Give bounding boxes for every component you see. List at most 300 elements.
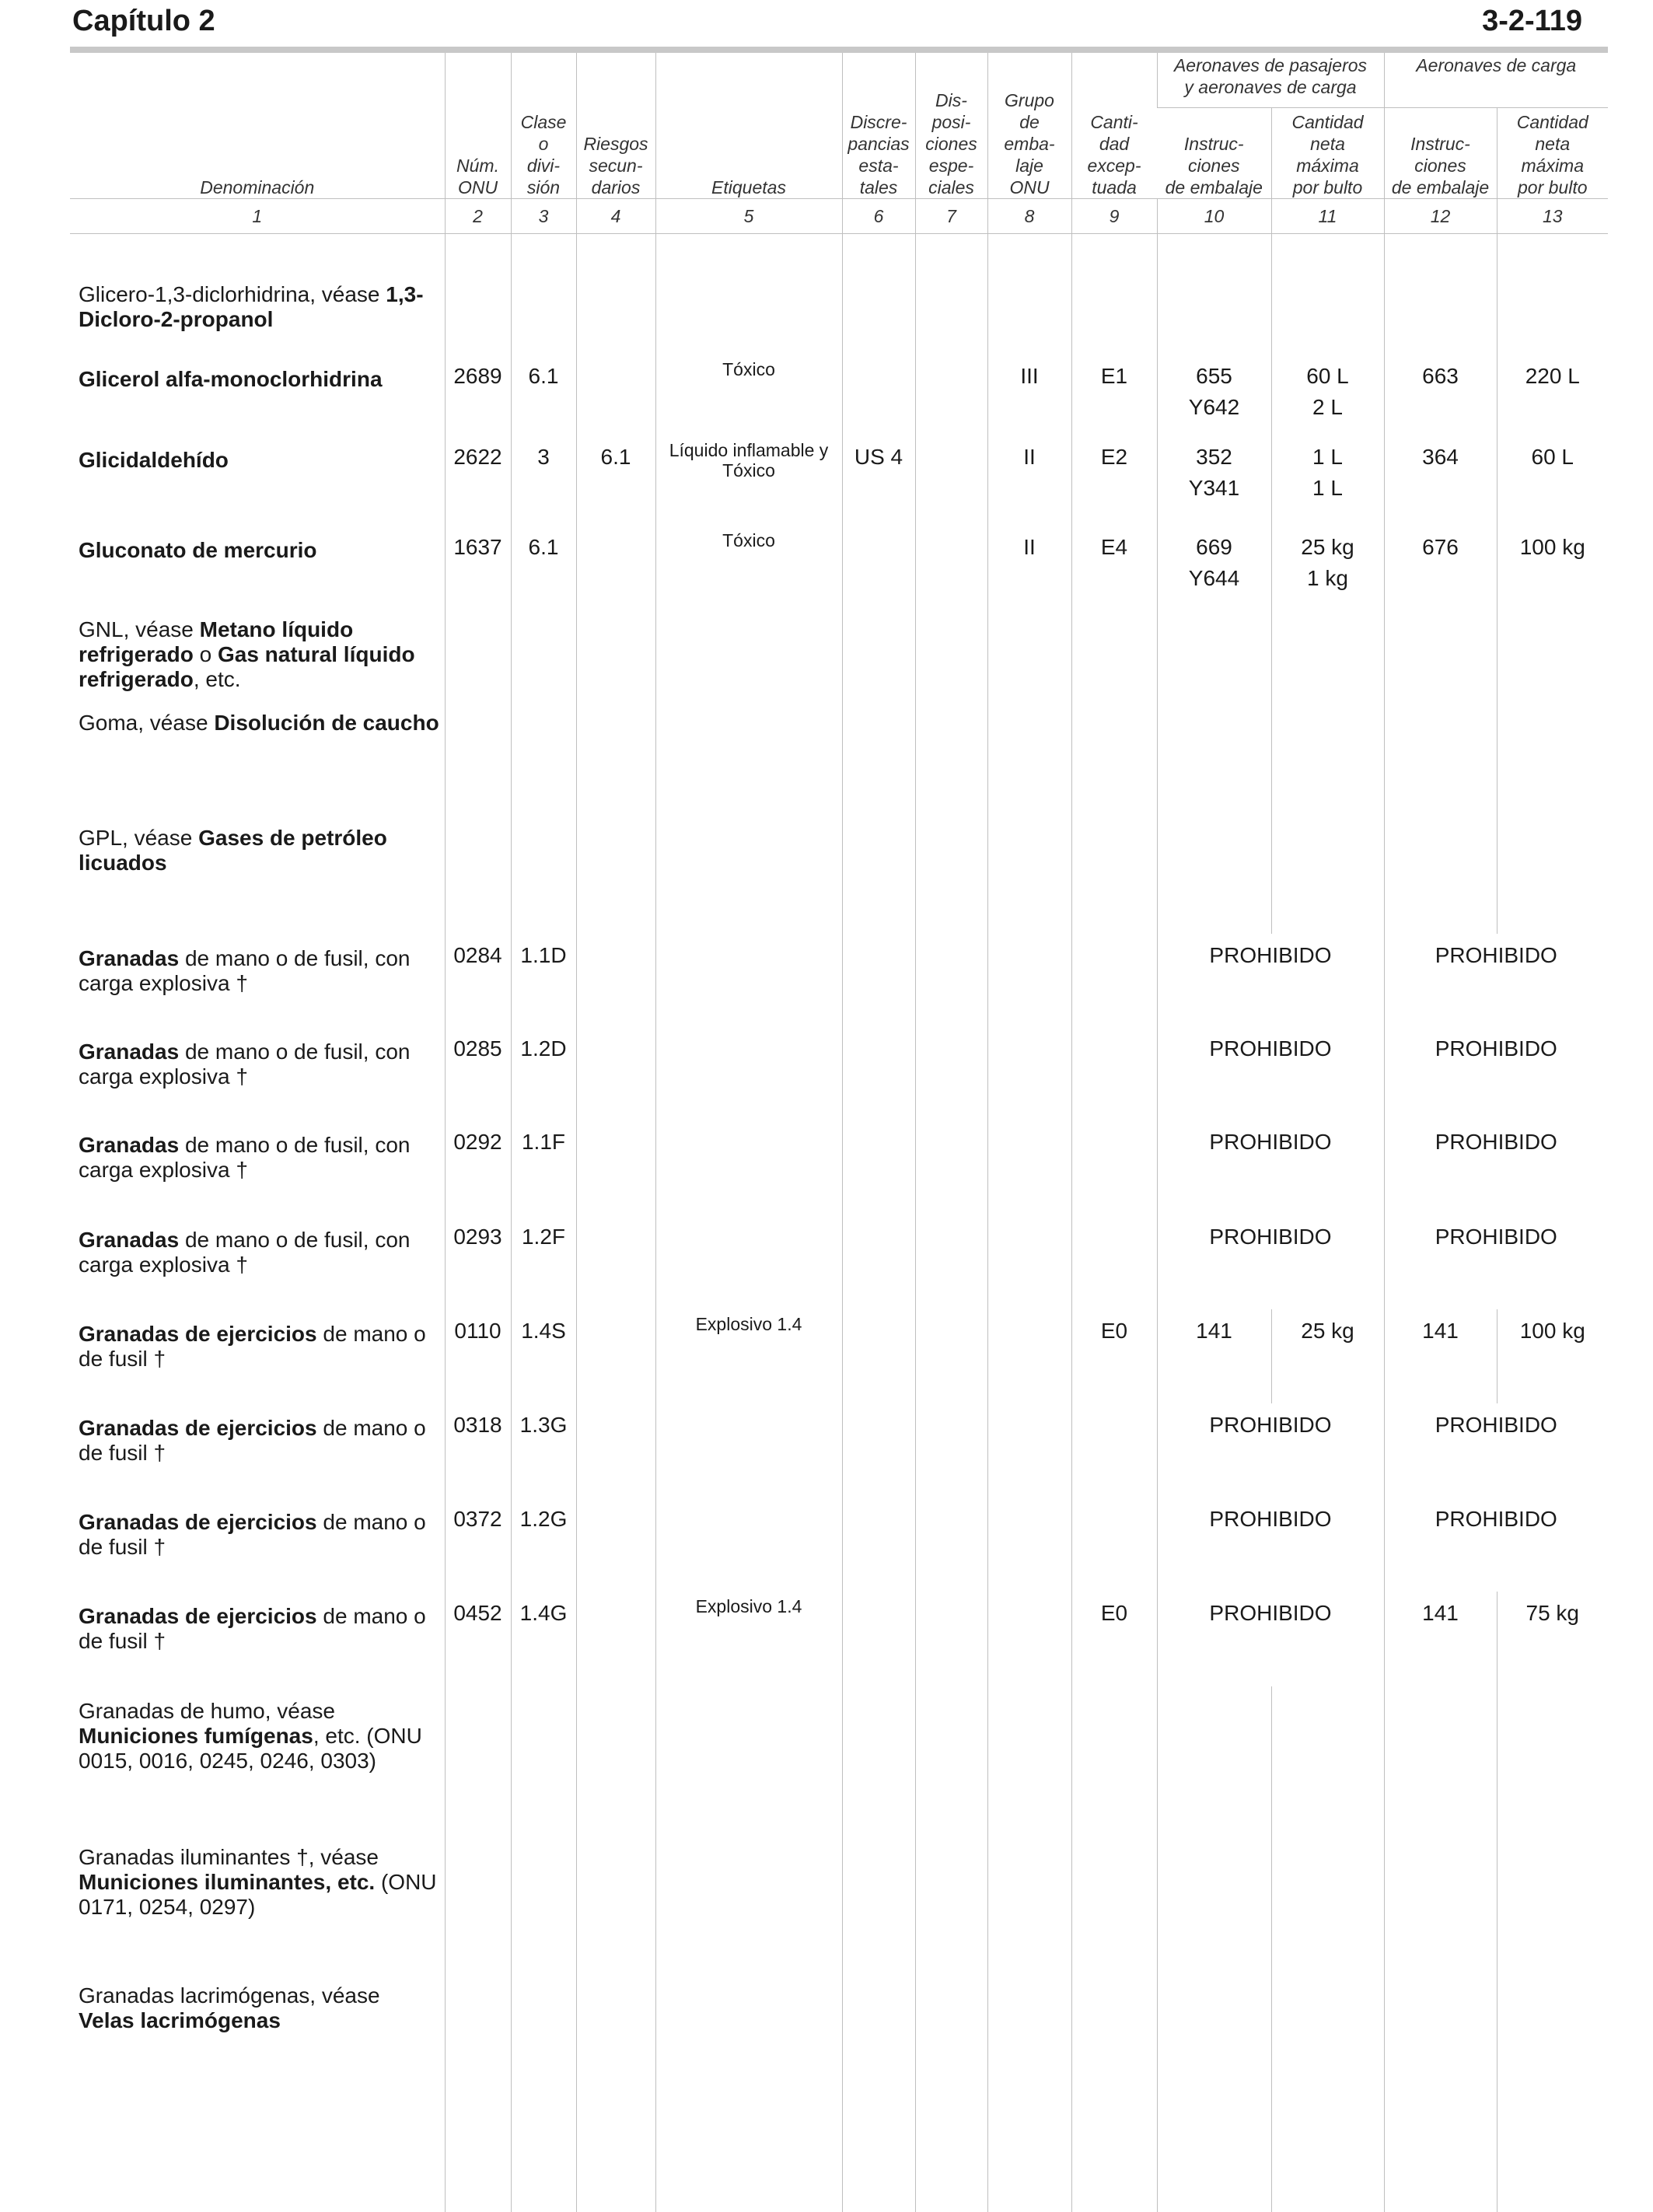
- pi-pax-value: Y341: [1188, 475, 1240, 500]
- table-row: [70, 934, 1608, 1027]
- prohibited-pax-text: PROHIBIDO: [1209, 1129, 1332, 1154]
- prohibited-pax: [1157, 1027, 1384, 1120]
- hazard-label: [655, 605, 842, 698]
- hazard-label: Tóxico: [655, 355, 842, 435]
- entry-name-bold: Municiones fumígenas: [79, 1723, 313, 1748]
- page-header: [72, 0, 1582, 45]
- prohibited-cao-text: PROHIBIDO: [1435, 942, 1557, 967]
- subsidiary-risk: [576, 813, 655, 934]
- column-number: 13: [1497, 199, 1608, 234]
- state-variation: [842, 1403, 915, 1497]
- header-line: divi-: [526, 156, 561, 176]
- entry-name-bold: Granadas: [79, 1227, 180, 1252]
- packing-group: [987, 1971, 1071, 2212]
- hazard-label: [655, 1215, 842, 1309]
- subsidiary-risk: [576, 934, 655, 1027]
- prohibited-pax: [1157, 1592, 1384, 1686]
- entry-name-text: , etc. (ONU 0015, 0016, 0245, 0246, 0303): [79, 1723, 422, 1773]
- state-variation: [842, 1120, 915, 1215]
- excepted-quantity: [1071, 698, 1157, 813]
- packing-instruction-pax: [1157, 605, 1271, 698]
- header-line: Clase: [520, 112, 567, 132]
- max-net-qty-pax: [1271, 234, 1384, 355]
- column-number: 1: [70, 199, 445, 234]
- entry-name: [70, 1833, 445, 1971]
- entry-name: [70, 1403, 445, 1497]
- entry-name-text: o: [193, 641, 218, 666]
- prohibited-pax-text: PROHIBIDO: [1209, 942, 1332, 967]
- state-variation: [842, 526, 915, 605]
- header-line: Aeronaves de pasajeros: [1173, 55, 1368, 75]
- prohibited-cao-text: PROHIBIDO: [1435, 1224, 1557, 1249]
- subsidiary-risk: [576, 1833, 655, 1971]
- table-row: [70, 1592, 1608, 1686]
- max-net-qty-pax: [1271, 698, 1384, 813]
- hazard-label: [655, 1971, 842, 2212]
- header-line: laje: [1015, 156, 1043, 176]
- col-header-num-onu: [445, 53, 511, 199]
- entry-name-bold: 1,3-Dicloro-2-propanol: [79, 282, 424, 331]
- hazard-label: [655, 1833, 842, 1971]
- state-variation: [842, 355, 915, 435]
- max-net-qty-cao: [1497, 1686, 1608, 1833]
- un-number: [445, 1686, 511, 1833]
- subsidiary-risk: [576, 605, 655, 698]
- entry-name-text: de mano o de fusil, con carga explosiva †: [79, 1132, 411, 1182]
- packing-instruction-pax: [1157, 813, 1271, 934]
- packing-instruction-cao: [1384, 698, 1497, 813]
- state-variation: [842, 813, 915, 934]
- excepted-quantity: E0: [1071, 1309, 1157, 1403]
- table-row: [70, 1971, 1608, 2212]
- state-variation: [842, 1686, 915, 1833]
- max-net-qty-cao: [1497, 1971, 1608, 2212]
- entry-name-bold: Granadas: [79, 1039, 180, 1064]
- entry-name-bold: Municiones iluminantes, etc.: [79, 1869, 376, 1894]
- max-net-qty-pax: [1271, 435, 1384, 526]
- hazard-label: Líquido inflamable y Tóxico: [655, 435, 842, 526]
- un-number: 0293: [445, 1215, 511, 1309]
- header-line: máxima: [1296, 156, 1359, 176]
- col-header-instrucciones-cao: [1384, 108, 1497, 199]
- entry-name-bold: Glicidaldehído: [79, 447, 229, 472]
- state-variation: [842, 1309, 915, 1403]
- header-line: emba-: [1004, 134, 1055, 154]
- table-row: [70, 355, 1608, 435]
- prohibited-pax: [1157, 1215, 1384, 1309]
- entry-name: [70, 526, 445, 605]
- subsidiary-risk: [576, 1120, 655, 1215]
- subsidiary-risk: [576, 234, 655, 355]
- packing-instruction-pax: [1157, 1971, 1271, 2212]
- header-line: Canti-: [1090, 112, 1138, 132]
- qty-pax-value: 60 L: [1306, 363, 1349, 388]
- hazard-label: [655, 1497, 842, 1592]
- header-line: Instruc-: [1183, 134, 1244, 154]
- un-number: 0284: [445, 934, 511, 1027]
- entry-name-text: Glicero-1,3-diclorhidrina, véase: [79, 282, 386, 306]
- table-row: [70, 1027, 1608, 1120]
- state-variation: US 4: [842, 435, 915, 526]
- class-division: [511, 698, 576, 813]
- state-variation: [842, 698, 915, 813]
- entry-name: [70, 1686, 445, 1833]
- packing-instruction-cao: [1384, 234, 1497, 355]
- subsidiary-risk: [576, 526, 655, 605]
- col-group-pasajeros: [1157, 53, 1384, 108]
- prohibited-pax: [1157, 1120, 1384, 1215]
- excepted-quantity: E0: [1071, 1592, 1157, 1686]
- prohibited-pax-text: PROHIBIDO: [1209, 1412, 1332, 1437]
- packing-instruction-pax: [1157, 1686, 1271, 1833]
- entry-name-text: (ONU 0171, 0254, 0297): [79, 1869, 437, 1919]
- un-number: [445, 605, 511, 698]
- class-division: [511, 605, 576, 698]
- special-provision: [915, 813, 987, 934]
- max-net-qty-cao: [1497, 813, 1608, 934]
- table-row: [70, 1497, 1608, 1592]
- hazard-label: [655, 234, 842, 355]
- hazard-label: [655, 934, 842, 1027]
- table-row: [70, 526, 1608, 605]
- packing-instruction-cao: 663: [1384, 355, 1497, 435]
- max-net-qty-pax: [1271, 813, 1384, 934]
- entry-name-bold: Metano líquido refrigerado: [79, 617, 354, 666]
- subsidiary-risk: [576, 1592, 655, 1686]
- qty-pax-value: 1 L: [1312, 475, 1343, 500]
- entry-name-bold: Glicerol alfa-monoclorhidrina: [79, 366, 383, 391]
- header-line: excep-: [1087, 156, 1141, 176]
- special-provision: [915, 934, 987, 1027]
- packing-instruction-cao: [1384, 1686, 1497, 1833]
- special-provision: [915, 526, 987, 605]
- entry-name: [70, 234, 445, 355]
- entry-name-text: de mano o de fusil †: [79, 1415, 426, 1465]
- packing-instruction-pax: [1157, 355, 1271, 435]
- pi-pax-value: Y644: [1188, 565, 1240, 590]
- packing-group: [987, 1027, 1071, 1120]
- header-line: Dis-: [935, 90, 967, 110]
- column-number: 5: [655, 199, 842, 234]
- excepted-quantity: [1071, 1971, 1157, 2212]
- table-row: [70, 698, 1608, 813]
- prohibited-cao-text: PROHIBIDO: [1435, 1412, 1557, 1437]
- packing-instruction-pax: [1157, 435, 1271, 526]
- special-provision: [915, 1971, 987, 2212]
- special-provision: [915, 1592, 987, 1686]
- header-line: por bulto: [1292, 177, 1363, 197]
- class-division: [511, 813, 576, 934]
- packing-instruction-cao: 676: [1384, 526, 1497, 605]
- excepted-quantity: [1071, 813, 1157, 934]
- excepted-quantity: [1071, 1403, 1157, 1497]
- packing-group: II: [987, 526, 1071, 605]
- max-net-qty-pax: [1271, 1309, 1384, 1403]
- class-division: [511, 1833, 576, 1971]
- header-line: por bulto: [1518, 177, 1588, 197]
- special-provision: [915, 355, 987, 435]
- page-number: 3-2-119: [1482, 5, 1582, 37]
- header-line: esta-: [858, 156, 899, 176]
- excepted-quantity: [1071, 1120, 1157, 1215]
- max-net-qty-pax: [1271, 1686, 1384, 1833]
- qty-pax-value: 25 kg: [1301, 534, 1354, 559]
- packing-instruction-pax: [1157, 1309, 1271, 1403]
- un-number: 0110: [445, 1309, 511, 1403]
- entry-name-bold: Disolución de caucho: [214, 710, 439, 735]
- column-number: 10: [1157, 199, 1271, 234]
- col-header-denominacion: Denominación: [200, 177, 315, 197]
- entry-name: [70, 1592, 445, 1686]
- packing-group: [987, 1403, 1071, 1497]
- pi-pax-value: 655: [1196, 363, 1232, 388]
- special-provision: [915, 1309, 987, 1403]
- packing-instruction-cao: [1384, 813, 1497, 934]
- header-line: ciones: [1414, 156, 1466, 176]
- header-line: ciones: [1188, 156, 1240, 176]
- packing-group: [987, 1833, 1071, 1971]
- hazard-label: [655, 698, 842, 813]
- packing-group: III: [987, 355, 1071, 435]
- header-line: ciones: [925, 134, 977, 154]
- entry-name-text: de mano o de fusil, con carga explosiva †: [79, 1227, 411, 1277]
- max-net-qty-cao: 60 L: [1497, 435, 1608, 526]
- prohibited-pax-text: PROHIBIDO: [1209, 1224, 1332, 1249]
- table-row: [70, 234, 1608, 355]
- special-provision: [915, 1833, 987, 1971]
- header-line: Núm.: [456, 156, 499, 176]
- un-number: [445, 234, 511, 355]
- class-division: 1.2D: [511, 1027, 576, 1120]
- col-header-cantidad-cao: [1497, 108, 1608, 199]
- entry-name-bold: Granadas de ejercicios: [79, 1509, 317, 1534]
- packing-instruction-cao: [1384, 1971, 1497, 2212]
- packing-instruction-cao: 364: [1384, 435, 1497, 526]
- max-net-qty-cao: [1497, 1833, 1608, 1971]
- class-division: 1.2F: [511, 1215, 576, 1309]
- hazard-label: Tóxico: [655, 526, 842, 605]
- column-number: 4: [576, 199, 655, 234]
- prohibited-cao: [1384, 1497, 1608, 1592]
- excepted-quantity: [1071, 1027, 1157, 1120]
- column-number: 3: [511, 199, 576, 234]
- prohibited-pax-text: PROHIBIDO: [1209, 1600, 1332, 1625]
- max-net-qty-pax: [1271, 1833, 1384, 1971]
- state-variation: [842, 1971, 915, 2212]
- un-number: 0372: [445, 1497, 511, 1592]
- table-row: [70, 813, 1608, 934]
- class-division: 1.4G: [511, 1592, 576, 1686]
- packing-instruction-pax: [1157, 1833, 1271, 1971]
- prohibited-cao-text: PROHIBIDO: [1435, 1506, 1557, 1531]
- entry-name: [70, 698, 445, 813]
- max-net-qty-cao: 220 L: [1497, 355, 1608, 435]
- header-line: Instruc-: [1410, 134, 1470, 154]
- entry-name: [70, 1497, 445, 1592]
- header-line: espe-: [928, 156, 974, 176]
- hazard-label: [655, 1403, 842, 1497]
- un-number: 0285: [445, 1027, 511, 1120]
- packing-group: [987, 1497, 1071, 1592]
- header-line: de embalaje: [1165, 177, 1263, 197]
- subsidiary-risk: [576, 355, 655, 435]
- table-row: [70, 1309, 1608, 1403]
- class-division: 1.2G: [511, 1497, 576, 1592]
- table-row: [70, 1403, 1608, 1497]
- class-division: 1.1D: [511, 934, 576, 1027]
- prohibited-cao: [1384, 1403, 1608, 1497]
- subsidiary-risk: [576, 1215, 655, 1309]
- header-line: de: [1019, 112, 1040, 132]
- un-number: 1637: [445, 526, 511, 605]
- special-provision: [915, 1120, 987, 1215]
- hazard-label: [655, 1027, 842, 1120]
- header-line: ONU: [457, 177, 498, 197]
- column-number: 11: [1271, 199, 1384, 234]
- entry-name: [70, 1309, 445, 1403]
- max-net-qty-cao: 75 kg: [1497, 1592, 1608, 1686]
- special-provision: [915, 1027, 987, 1120]
- special-provision: [915, 1215, 987, 1309]
- class-division: 6.1: [511, 526, 576, 605]
- special-provision: [915, 1686, 987, 1833]
- subsidiary-risk: [576, 1686, 655, 1833]
- col-header-disposiciones: [915, 53, 987, 199]
- un-number: 0452: [445, 1592, 511, 1686]
- prohibited-cao: [1384, 934, 1608, 1027]
- table-row: [70, 1215, 1608, 1309]
- entry-name-bold: Granadas de ejercicios: [79, 1603, 317, 1628]
- entry-name-text: Granadas de humo, véase: [79, 1698, 335, 1723]
- packing-group: [987, 813, 1071, 934]
- un-number: 0292: [445, 1120, 511, 1215]
- state-variation: [842, 1592, 915, 1686]
- special-provision: [915, 435, 987, 526]
- prohibited-cao: [1384, 1027, 1608, 1120]
- entry-name-text: de mano o de fusil †: [79, 1509, 426, 1559]
- class-division: [511, 234, 576, 355]
- max-net-qty-cao: 100 kg: [1497, 1309, 1608, 1403]
- header-line: Discre-: [850, 112, 907, 132]
- entry-name-text: de mano o de fusil †: [79, 1321, 426, 1371]
- hazard-label: [655, 1120, 842, 1215]
- col-header-grupo: [987, 53, 1071, 199]
- header-line: Grupo: [1005, 90, 1054, 110]
- entry-name: [70, 435, 445, 526]
- packing-group: [987, 1120, 1071, 1215]
- col-header-clase: [511, 53, 576, 199]
- col-header-riesgos: [576, 53, 655, 199]
- pi-pax-value: Y642: [1188, 394, 1240, 419]
- special-provision: [915, 234, 987, 355]
- special-provision: [915, 1403, 987, 1497]
- header-line: Cantidad: [1516, 112, 1588, 132]
- excepted-quantity: [1071, 1833, 1157, 1971]
- entry-name: [70, 605, 445, 698]
- state-variation: [842, 1215, 915, 1309]
- packing-instruction-pax: [1157, 526, 1271, 605]
- header-line: tuada: [1092, 177, 1137, 197]
- prohibited-cao-text: PROHIBIDO: [1435, 1129, 1557, 1154]
- hazard-label: Explosivo 1.4: [655, 1592, 842, 1686]
- prohibited-cao-text: PROHIBIDO: [1435, 1036, 1557, 1061]
- pi-pax-value: 352: [1196, 444, 1232, 469]
- max-net-qty-pax: [1271, 355, 1384, 435]
- dangerous-goods-table: [70, 53, 1608, 2158]
- max-net-qty-cao: [1497, 698, 1608, 813]
- state-variation: [842, 1497, 915, 1592]
- header-line: posi-: [931, 112, 971, 132]
- header-line: ONU: [1009, 177, 1050, 197]
- excepted-quantity: [1071, 1497, 1157, 1592]
- column-number-row: [70, 199, 1608, 234]
- entry-name-text: Granadas iluminantes †, véase: [79, 1844, 379, 1869]
- prohibited-cao: [1384, 1120, 1608, 1215]
- entry-name: [70, 1971, 445, 2212]
- packing-group: [987, 934, 1071, 1027]
- special-provision: [915, 698, 987, 813]
- header-line: sión: [526, 177, 561, 197]
- pi-pax-value: 141: [1196, 1318, 1232, 1343]
- prohibited-pax-text: PROHIBIDO: [1209, 1036, 1332, 1061]
- column-number: 2: [445, 199, 511, 234]
- entry-name-text: GNL, véase: [79, 617, 200, 641]
- header-line: Cantidad: [1291, 112, 1364, 132]
- hazard-label: [655, 1686, 842, 1833]
- prohibited-cao: [1384, 1215, 1608, 1309]
- un-number: 2622: [445, 435, 511, 526]
- subsidiary-risk: [576, 698, 655, 813]
- column-number: 9: [1071, 199, 1157, 234]
- excepted-quantity: [1071, 934, 1157, 1027]
- entry-name: [70, 1027, 445, 1120]
- entry-name-text: Goma, véase: [79, 710, 215, 735]
- hazard-label: [655, 813, 842, 934]
- class-division: 1.3G: [511, 1403, 576, 1497]
- header-line: dad: [1099, 134, 1130, 154]
- state-variation: [842, 934, 915, 1027]
- col-header-cantidad-exceptuada: [1071, 53, 1157, 199]
- subsidiary-risk: [576, 1971, 655, 2212]
- prohibited-pax: [1157, 1497, 1384, 1592]
- class-division: 1.4S: [511, 1309, 576, 1403]
- entry-name: [70, 1120, 445, 1215]
- entry-name-bold: Granadas: [79, 945, 180, 970]
- subsidiary-risk: [576, 1309, 655, 1403]
- entry-name-text: GPL, véase: [79, 825, 199, 850]
- entry-name: [70, 355, 445, 435]
- packing-instruction-cao: [1384, 1833, 1497, 1971]
- header-line: y aeronaves de carga: [1184, 77, 1357, 97]
- header-line: neta: [1310, 134, 1345, 154]
- excepted-quantity: E2: [1071, 435, 1157, 526]
- entry-name: [70, 813, 445, 934]
- header-rule: [70, 47, 1608, 53]
- packing-group: [987, 1215, 1071, 1309]
- entry-name: [70, 934, 445, 1027]
- packing-instruction-pax: [1157, 234, 1271, 355]
- entry-name-text: , etc.: [193, 666, 241, 691]
- col-header-instrucciones-pax: [1157, 108, 1271, 199]
- entry-name-bold: Gases de petróleo licuados: [79, 825, 387, 875]
- excepted-quantity: E1: [1071, 355, 1157, 435]
- packing-group: [987, 605, 1071, 698]
- header-line: darios: [591, 177, 641, 197]
- un-number: 2689: [445, 355, 511, 435]
- class-division: 3: [511, 435, 576, 526]
- qty-pax-value: 2 L: [1312, 394, 1343, 419]
- hazard-label: Explosivo 1.4: [655, 1309, 842, 1403]
